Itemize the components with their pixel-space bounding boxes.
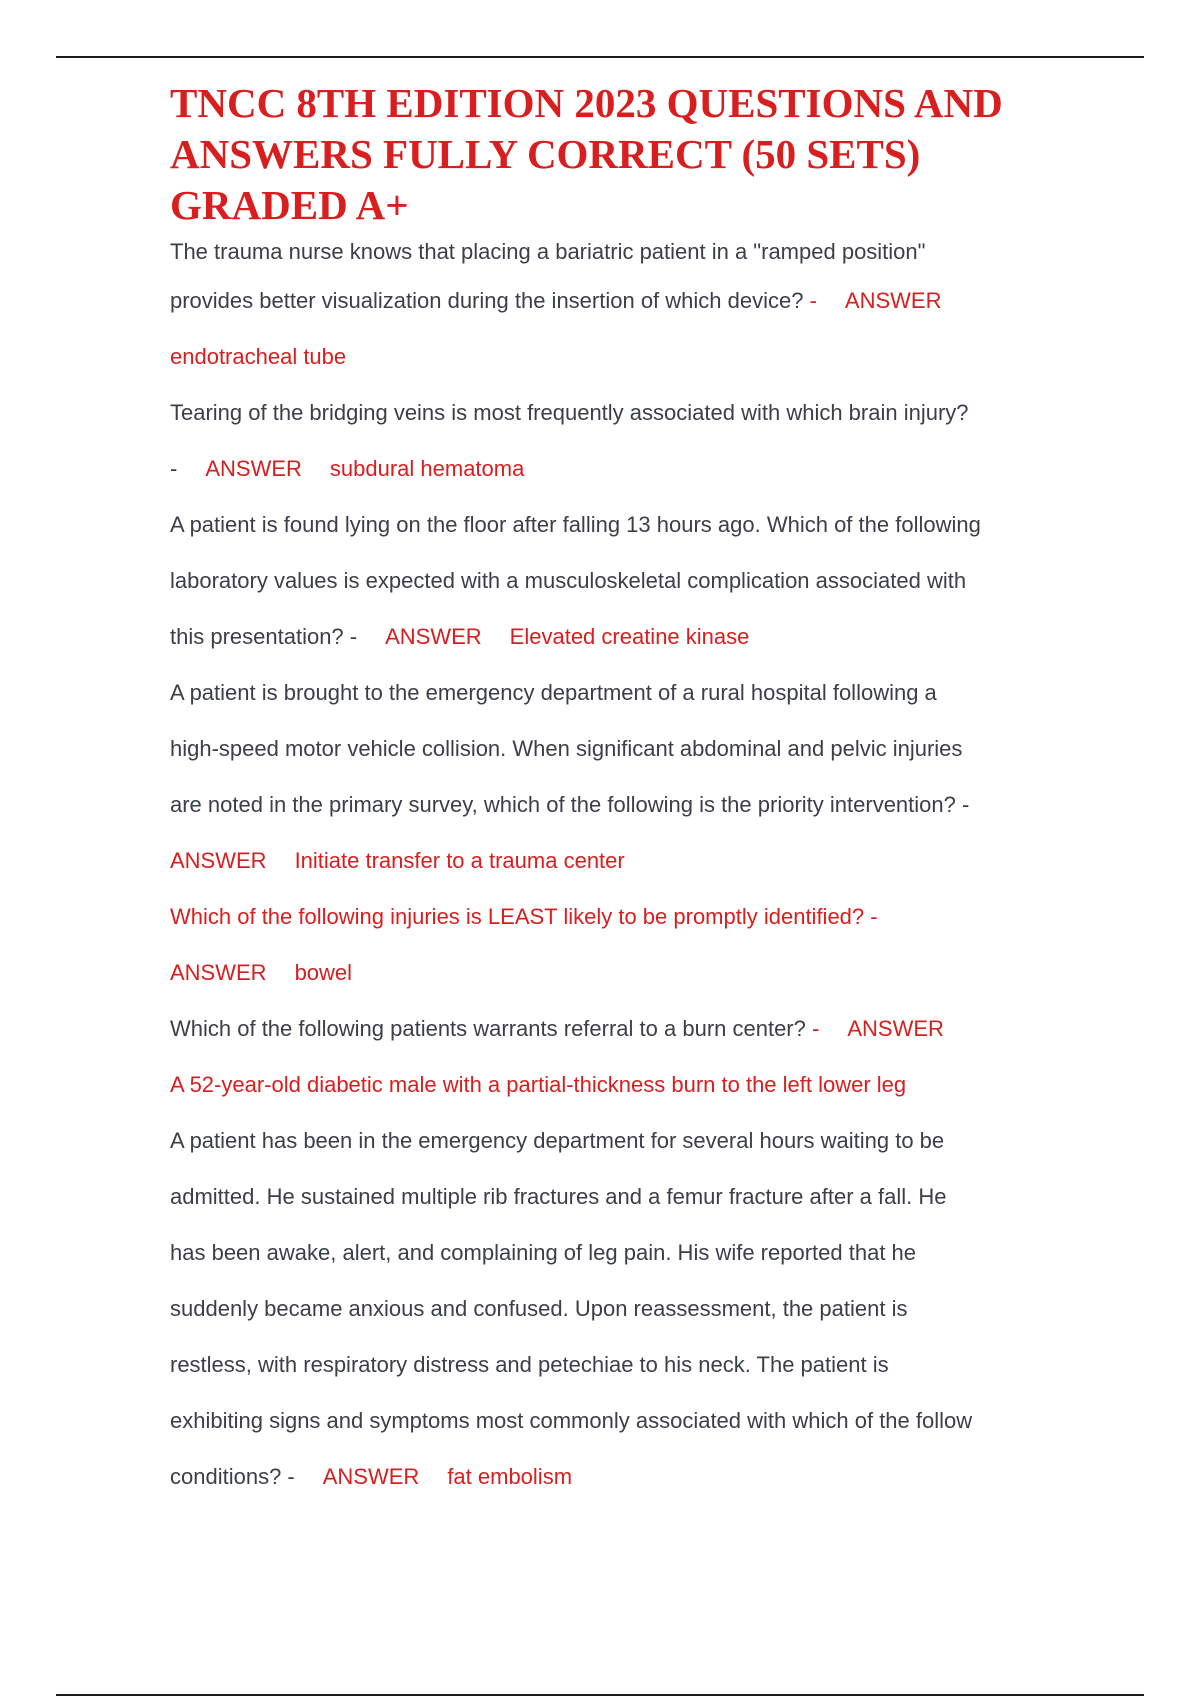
answer-label: ANSWER (847, 1016, 944, 1041)
answer-label: ANSWER (170, 848, 267, 873)
top-rule (56, 56, 1144, 58)
answer-label: ANSWER (844, 288, 942, 313)
qa-line (170, 441, 1070, 497)
bottom-rule (56, 1694, 1144, 1696)
answer-separator: - (170, 456, 178, 481)
qa-line (170, 1169, 1070, 1225)
question-text: laboratory values is expected with a musculoskeletal complication associated with (170, 568, 967, 593)
question-text: Which of the following injuries is LEAST likely to be promptly identified? - (170, 904, 878, 929)
qa-line (170, 385, 1070, 441)
qa-line (170, 889, 1070, 945)
question-text: restless, with respiratory distress and petechiae to his neck. The patient is (170, 1352, 889, 1377)
question-text: has been awake, alert, and complaining of leg pain. His wife reported that he (170, 1240, 917, 1265)
answer-text: A 52-year-old diabetic male with a partial-thickness burn to the left lower leg (170, 1072, 907, 1097)
qa-line (170, 1337, 1070, 1393)
document-page (170, 78, 1070, 1505)
question-text: provides better visualization during the insertion of which device? (170, 288, 804, 313)
qa-line (170, 231, 1070, 273)
question-text: are noted in the primary survey, which of the following is the priority intervention? - (170, 792, 970, 817)
answer-text: fat embolism (447, 1464, 573, 1489)
answer-text: Elevated creatine kinase (509, 624, 750, 649)
question-text: Tearing of the bridging veins is most frequently associated with which brain injury? (170, 400, 969, 425)
qa-line (170, 609, 1070, 665)
answer-text: subdural hematoma (329, 456, 525, 481)
qa-line (170, 1449, 1070, 1505)
question-text: conditions? - (170, 1464, 295, 1489)
qa-line (170, 1057, 1070, 1113)
qa-line (170, 665, 1070, 721)
answer-label: ANSWER (205, 456, 302, 481)
answer-text: Initiate transfer to a trauma center (294, 848, 625, 873)
answer-separator: - (812, 1016, 820, 1041)
qa-line (170, 833, 1070, 889)
answer-text: endotracheal tube (170, 344, 347, 369)
qa-line (170, 329, 1070, 385)
question-text: suddenly became anxious and confused. Upon reassessment, the patient is (170, 1296, 908, 1321)
answer-label: ANSWER (385, 624, 482, 649)
question-text: A patient is brought to the emergency department of a rural hospital following a (170, 680, 937, 705)
question-text: exhibiting signs and symptoms most commonly associated with which of the follow (170, 1408, 973, 1433)
question-text: A patient has been in the emergency department for several hours waiting to be (170, 1128, 945, 1153)
qa-line (170, 945, 1070, 1001)
qa-list (170, 231, 1070, 1505)
question-text: high-speed motor vehicle collision. When significant abdominal and pelvic injuries (170, 736, 963, 761)
answer-label: ANSWER (322, 1464, 420, 1489)
qa-line (170, 1281, 1070, 1337)
answer-text: bowel (294, 960, 353, 985)
qa-line (170, 1001, 1070, 1057)
question-text: this presentation? - (170, 624, 358, 649)
question-text: admitted. He sustained multiple rib fractures and a femur fracture after a fall. He (170, 1184, 947, 1209)
qa-line (170, 273, 1070, 329)
answer-label: ANSWER (170, 960, 267, 985)
question-text: A patient is found lying on the floor after falling 13 hours ago. Which of the following (170, 512, 981, 537)
qa-line (170, 1113, 1070, 1169)
answer-separator: - (809, 288, 817, 313)
qa-line (170, 1393, 1070, 1449)
question-text: The trauma nurse knows that placing a bariatric patient in a "ramped position" (170, 239, 926, 264)
qa-line (170, 721, 1070, 777)
question-text: Which of the following patients warrants referral to a burn center? (170, 1016, 806, 1041)
qa-line (170, 497, 1070, 553)
qa-line (170, 1225, 1070, 1281)
qa-line (170, 777, 1070, 833)
qa-line (170, 553, 1070, 609)
document-title: TNCC 8TH EDITION 2023 QUESTIONS AND ANSWERS FULLY CORRECT (50 SETS) GRADED A+ (170, 80, 1003, 228)
